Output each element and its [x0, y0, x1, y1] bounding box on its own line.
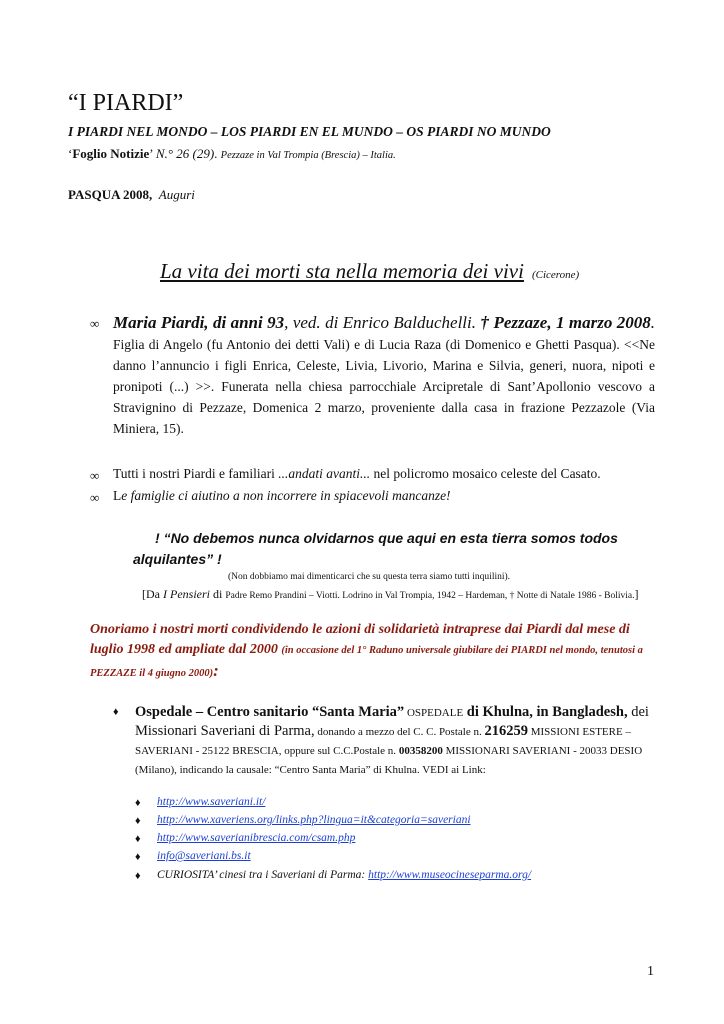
link-museocinese[interactable]: http://www.museocineseparma.org/ — [368, 869, 532, 881]
foglio-label: Foglio Notizie — [72, 146, 150, 161]
infinity-bullet-icon: ∞ — [90, 468, 100, 483]
diamond-bullet-icon: ♦ — [135, 797, 141, 809]
infinity-bullet-icon: ∞ — [90, 316, 100, 331]
diamond-bullet-icon: ♦ — [135, 851, 141, 863]
link-saveriani[interactable]: http://www.saveriani.it/ — [157, 796, 266, 808]
diamond-bullet-icon: ♦ — [135, 833, 141, 845]
solidarity-paragraph: Onoriamo i nostri morti condividendo le azioni di solidarietà intraprese dai Piardi dal mese di luglio 1998 ed ampliate dal 2000 (in occasione del 1° Raduno universale giubilare dei PIARDI nel mondo, tenutosi a PEZZAZE il 4 giugno 2000): — [90, 622, 643, 680]
foglio-number: N.° 26 (29) — [155, 146, 215, 161]
obituary-name: Maria Piardi, di anni 93 — [113, 313, 285, 332]
section-heading — [160, 259, 579, 284]
quote-source: [Da I Pensieri di Padre Remo Prandini – Viotti. Lodrino in Val Trompia, 1942 – Hardeman, † Notte di Natale 1986 - Bolivia.] — [142, 587, 639, 601]
quote-block: ! “No debemos nunca olvidarnos que aqui en esta tierra somos todos alquilantes” ! — [133, 530, 618, 567]
obituary-death: † Pezzaze, 1 marzo 2008 — [480, 313, 651, 332]
link-xaveriens[interactable]: http://www.xaveriens.org/links.php?lingua=it&categoria=saveriani — [157, 814, 471, 826]
page-number: 1 — [647, 964, 654, 979]
pasqua-line — [68, 187, 195, 203]
curiosita-line: CURIOSITA’ cinesi tra i Saveriani di Parma: http://www.museocineseparma.org/ — [157, 869, 532, 881]
obituary-body: Figlia di Angelo (fu Antonio dei detti Vali) e di Lucia Raza (di Domenico e Ghetti Pasqua). <<Ne danno l’annuncio i figli Enrica, Celeste, Livia, Livorio, Marina e Silvia, generi, nuora, nipoti e pronipoti (...) >>. Funerata nella chiesa parrocchiale Arcipretale di Sant’Apollonio vescovo a Stravignino di Pezzaze, Domenica 2 marzo, proveniente dalla casa in frazione Pezzazole (Via Miniera, 15). — [113, 337, 655, 436]
heading-citation: (Cicerone) — [531, 269, 580, 281]
pasqua-label: PASQUA 2008, — [68, 187, 153, 202]
diamond-bullet-icon: ♦ — [135, 870, 141, 882]
memorial-line: Tutti i nostri Piardi e familiari ...andati avanti... nel policromo mosaico celeste del Casato. — [113, 466, 601, 481]
quote-text: “No debemos nunca olvidarnos que aqui en esta tierra somos todos alquilantes” — [133, 530, 618, 567]
heading-main: La vita dei morti sta nella memoria dei vivi — [160, 259, 524, 283]
pasqua-wish: Auguri — [158, 187, 195, 202]
link-email[interactable]: info@saveriani.bs.it — [157, 850, 251, 862]
infinity-bullet-icon: ∞ — [90, 490, 100, 505]
ospedale-paragraph: Ospedale – Centro sanitario “Santa Maria” OSPEDALE di Khulna, in Bangladesh, dei Missionari Saveriani di Parma, donando a mezzo del C. C. Postale n. 216259 MISSIONI ESTERE – SAVERIANI - 25122 BRESCIA, oppure sul C.C.Postale n. 00358200 MISSIONARI SAVERIANI - 20033 DESIO (Milano), indicando la causale: “Centro Santa Maria” di Khulna. VEDI ai Link: — [135, 704, 649, 776]
quote-translation: (Non dobbiamo mai dimenticarci che su questa terra siamo tutti inquilini). — [228, 572, 511, 582]
foglio-notizie-line: ‘Foglio Notizie’ N.° 26 (29). Pezzaze in Val Trompia (Brescia) – Italia. — [68, 146, 396, 161]
link-saverianibrescia[interactable]: http://www.saverianibrescia.com/csam.php — [157, 832, 356, 844]
document-title: “I PIARDI” — [68, 90, 184, 116]
families-line: Le famiglie ci aiutino a non incorrere in spiacevoli mancanze! — [113, 488, 451, 503]
document-subtitle: I PIARDI NEL MONDO – LOS PIARDI EN EL MUNDO – OS PIARDI NO MUNDO — [68, 124, 551, 139]
foglio-place: Pezzaze in Val Trompia (Brescia) – Italia. — [220, 150, 396, 161]
obituary-entry: Maria Piardi, di anni 93, ved. di Enrico Balduchelli. † Pezzaze, 1 marzo 2008. Figlia di Angelo (fu Antonio dei detti Vali) e di Lucia Raza (di Domenico e Ghetti Pasqua). <<Ne danno l’annuncio i figli Enrica, Celeste, Livia, Livorio, Marina e Silvia, generi, nuora, nipoti e pronipoti (...) >>. Funerata nella chiesa parrocchiale Arcipretale di Sant’Apollonio vescovo a Stravignino di Pezzaze, Domenica 2 marzo, proveniente dalla casa in frazione Pezzazole (Via Miniera, 15). — [113, 313, 656, 436]
diamond-bullet-icon: ♦ — [135, 815, 141, 827]
diamond-bullet-icon: ♦ — [113, 706, 119, 718]
